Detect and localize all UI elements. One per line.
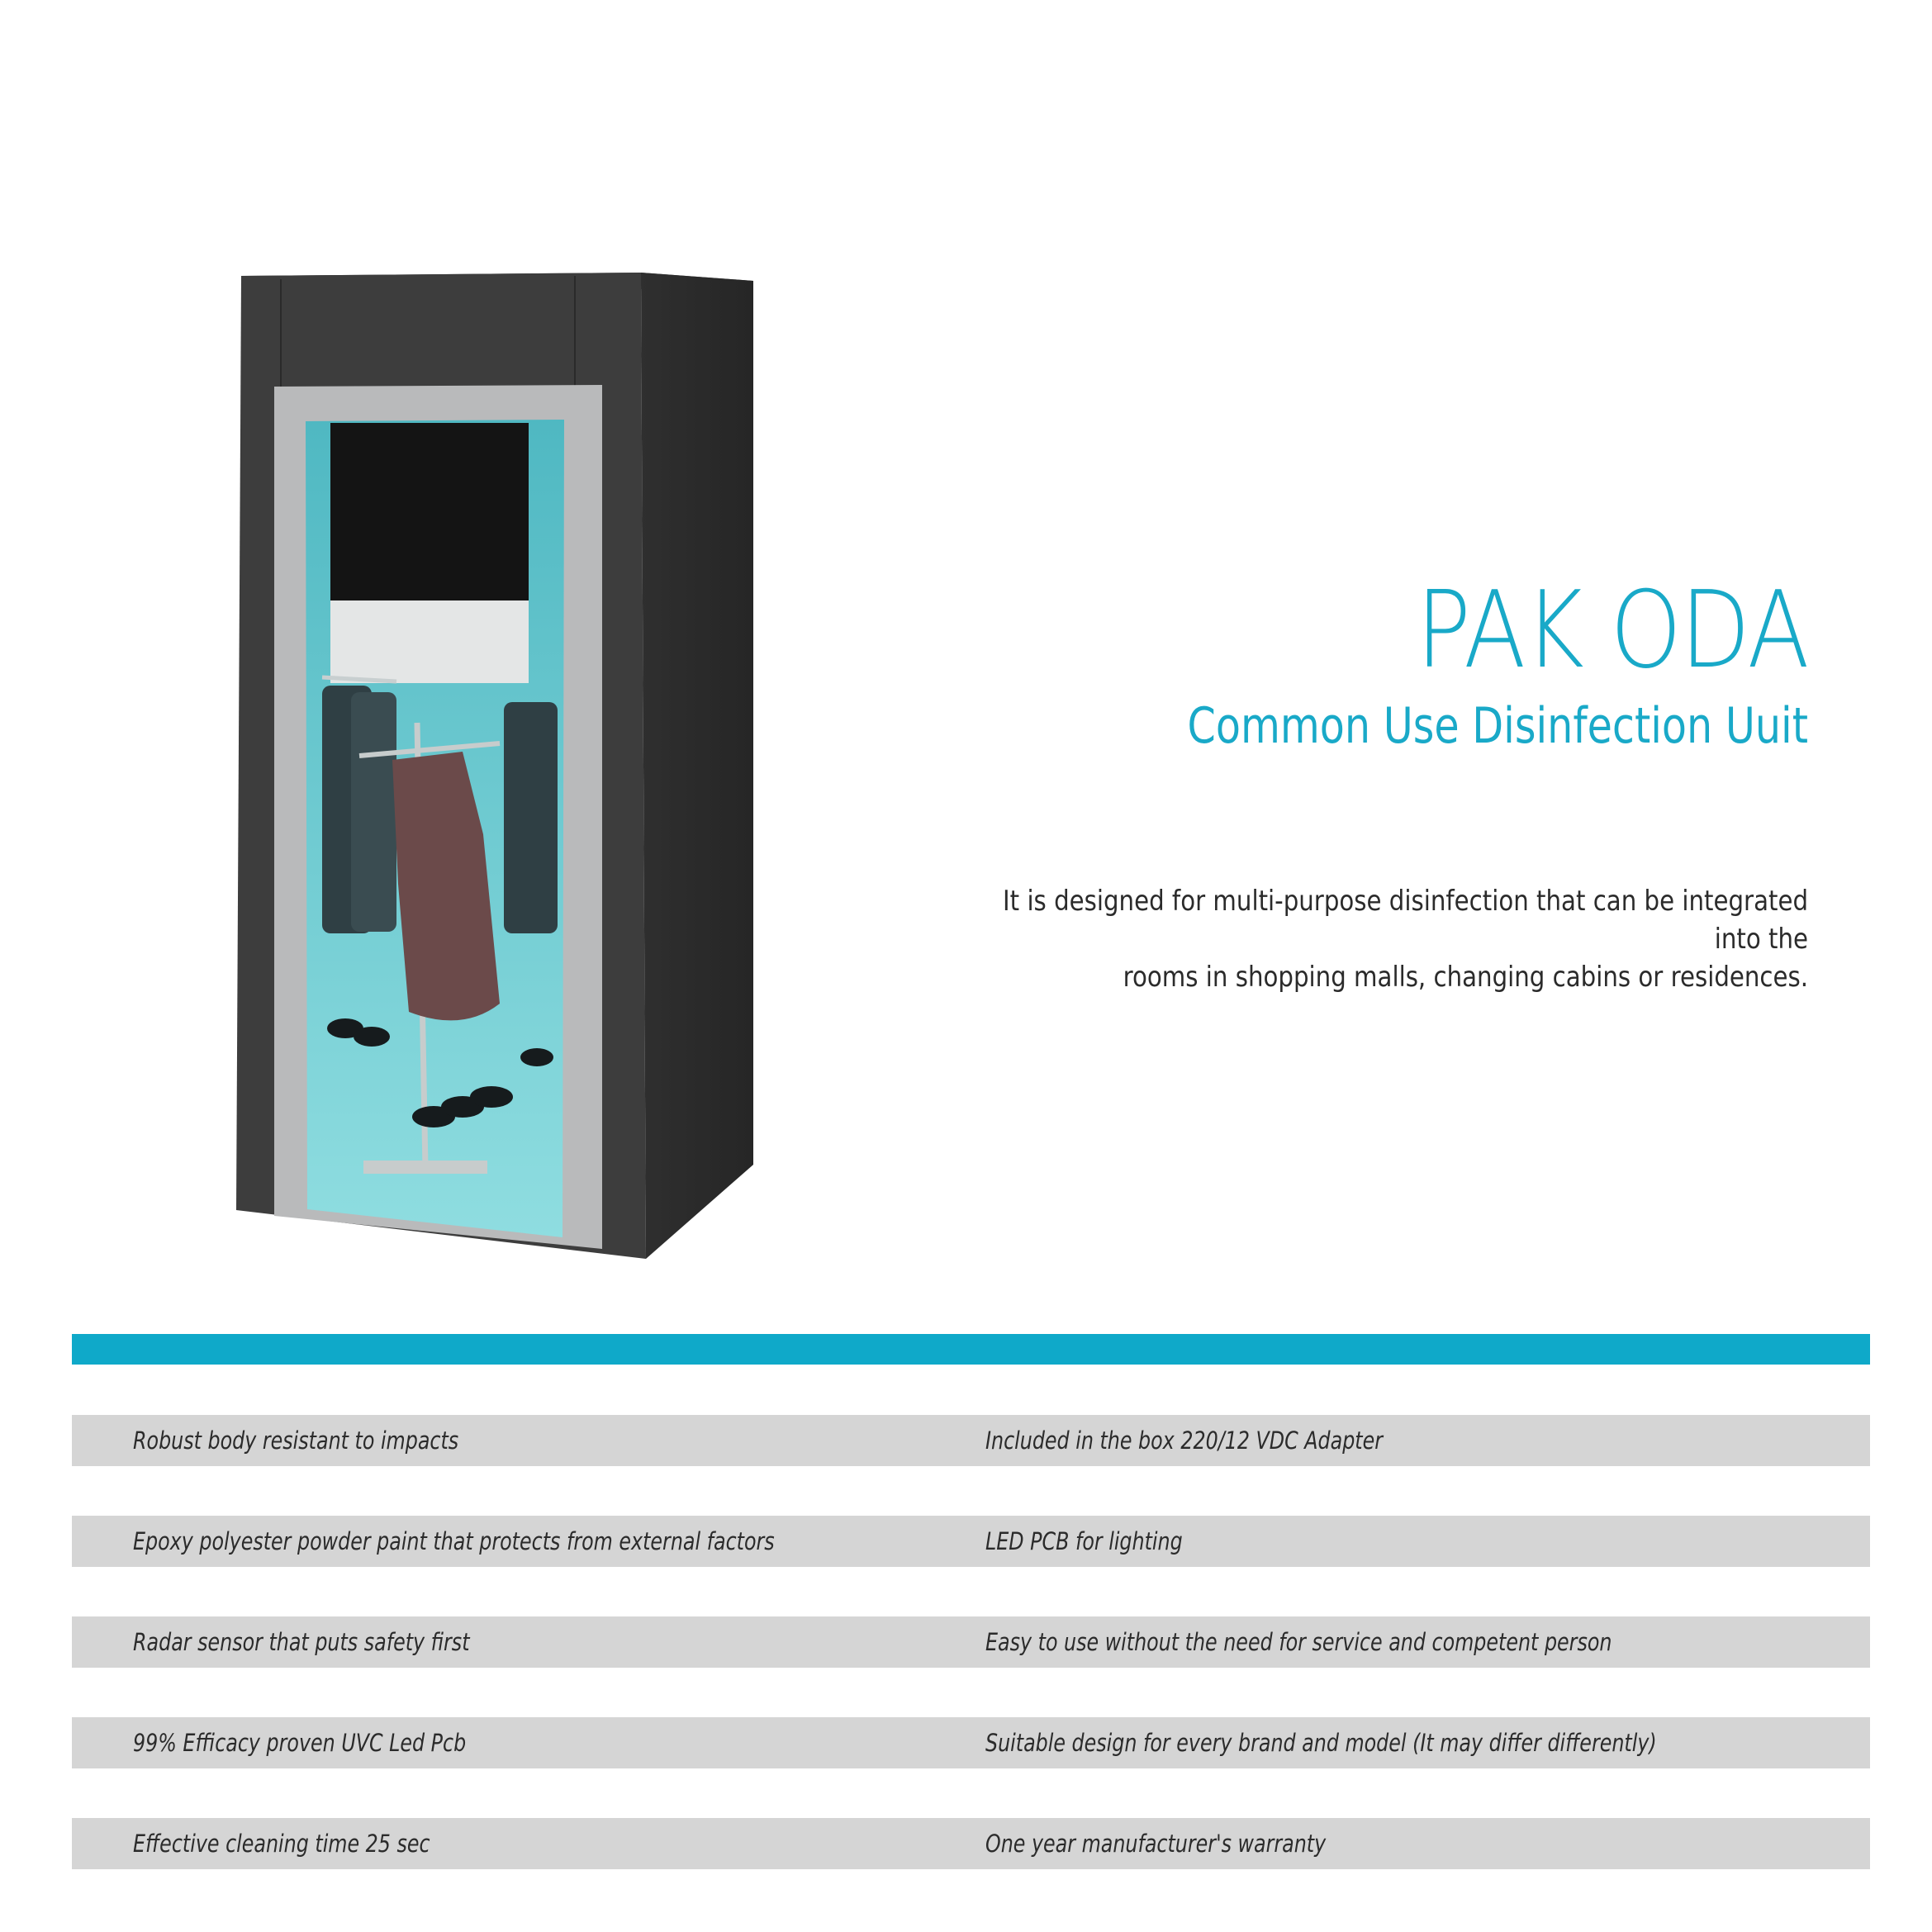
- left-garment-2: [351, 692, 396, 932]
- accent-divider-bar: [72, 1334, 1870, 1365]
- back-wall-light: [330, 600, 529, 683]
- cabin-side-panel: [641, 273, 753, 1259]
- feature-item: Robust body resistant to impacts: [133, 1426, 459, 1455]
- feature-item: Included in the box 220/12 VDC Adapter: [985, 1426, 1384, 1455]
- feature-item: 99% Efficacy proven UVC Led Pcb: [133, 1729, 467, 1757]
- rack-base: [363, 1161, 487, 1174]
- feature-item: Suitable design for every brand and model (It may differ differently): [985, 1729, 1657, 1757]
- feature-item: One year manufacturer's warranty: [985, 1830, 1327, 1858]
- feature-row: [72, 1717, 1870, 1768]
- feature-row: [72, 1818, 1870, 1869]
- feature-list: [72, 1415, 1870, 1919]
- feature-row: [72, 1415, 1870, 1466]
- description-line-2: rooms in shopping malls, changing cabins or residences.: [1123, 961, 1808, 994]
- title-block: [900, 569, 1808, 755]
- feature-row: [72, 1516, 1870, 1567]
- product-subtitle: Common Use Disinfection Uuit: [1187, 697, 1808, 755]
- feature-item: Radar sensor that puts safety first: [133, 1628, 470, 1656]
- feature-item: Effective cleaning time 25 sec: [133, 1830, 430, 1858]
- right-garment: [504, 702, 558, 933]
- feature-item: LED PCB for lighting: [985, 1527, 1183, 1555]
- product-title: PAK ODA: [1416, 569, 1808, 692]
- feature-row: [72, 1616, 1870, 1668]
- feature-item: Epoxy polyester powder paint that protects from external factors: [133, 1527, 775, 1555]
- description-line-1: It is designed for multi-purpose disinfection that can be integrated into the: [1003, 885, 1808, 956]
- back-wall-dark: [330, 423, 529, 600]
- product-description: [991, 882, 1808, 996]
- product-image-disinfection-cabin: [215, 256, 809, 1280]
- feature-item: Easy to use without the need for service and competent person: [985, 1628, 1612, 1656]
